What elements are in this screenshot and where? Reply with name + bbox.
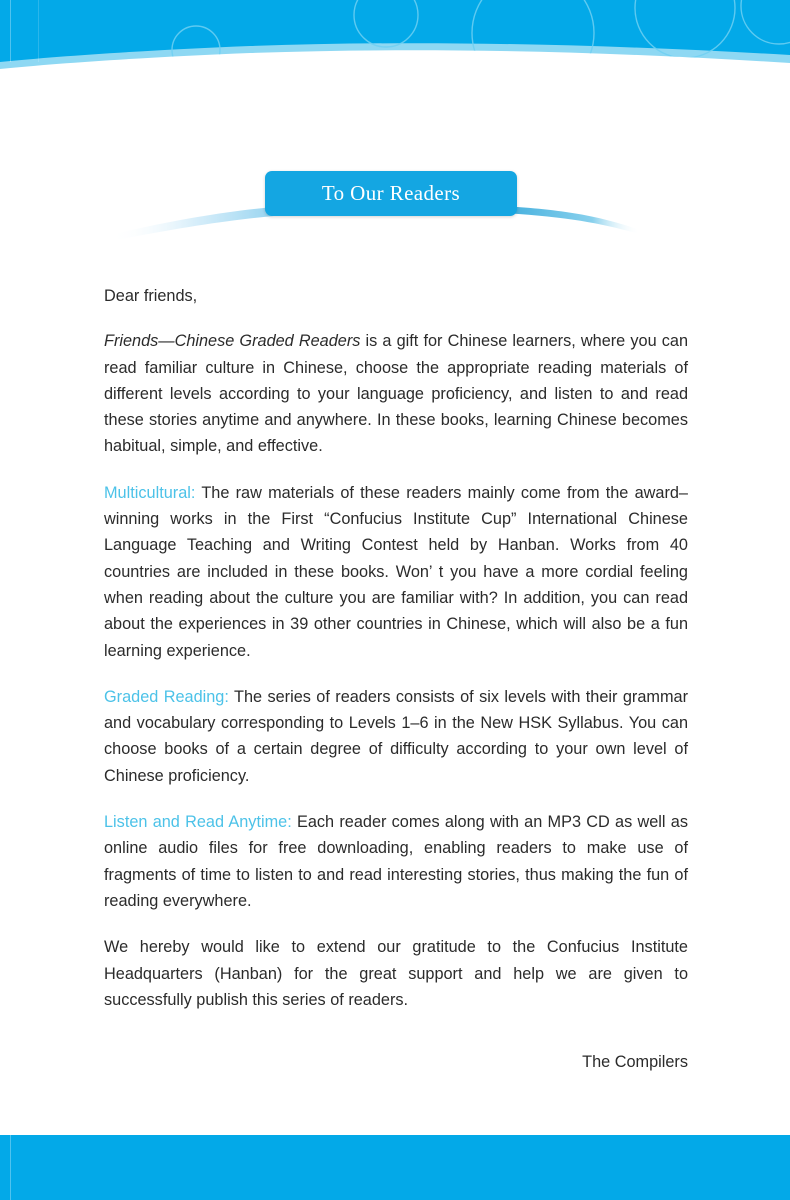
signature: The Compilers [582,1053,688,1072]
footer-banner [0,1135,790,1200]
header-banner [0,0,790,75]
page-title-box [265,171,517,216]
section-body-graded-reading: The series of readers consists of six levels with their grammar and vocabulary corresponding to Levels 1–6 in the New HSK Syllabus. You can choose books of a certain degree of difficulty according to your own level of Chinese proficiency. [104,687,688,785]
closing-paragraph: We hereby would like to extend our gratitude to the Confucius Institute Headquarters (Hanban) for the great support and help we are given to successfully publish this series of readers. [104,938,688,1009]
section-body-listen-and-read: Each reader comes along with an MP3 CD as well as online audio files for free downloading, enabling readers to make use of fragments of time to listen to and read interesting stories, thus making the fun of reading everywhere. [104,813,688,910]
section-heading-multicultural: Multicultural: [104,483,196,502]
salutation: Dear friends, [104,287,198,305]
series-title: Friends—Chinese Graded Readers [104,332,361,351]
section-listen-and-read [104,809,688,914]
header-vertical-rule [38,0,39,62]
section-body-multicultural: The raw materials of these readers mainly come from the award–winning works in the First “Confucius Institute Cup” International Chinese Language Teaching and Writing Contest held by Hanban. Works from 40 countries are included in these books. Won’ t you have a more cordial feeling when reading about the culture you are familiar with? In addition, you can read about the experiences in 39 other countries in Chinese, which will also be a fun learning experience. [104,483,688,660]
intro-paragraph [104,328,688,459]
footer-vertical-rule [10,1135,11,1200]
section-heading-listen-and-read: Listen and Read Anytime: [104,813,292,832]
header-vertical-rule [10,0,11,62]
header-graphic [0,0,790,75]
section-graded-reading [104,684,688,789]
section-heading-graded-reading: Graded Reading: [104,687,229,706]
page-title: To Our Readers [321,181,461,205]
intro-text: is a gift for Chinese learners, where you can read familiar culture in Chinese, choose the appropriate reading materials of different levels according to your language proficiency, and listen to and read these stories anytime and anywhere. In these books, learning Chinese becomes habitual, simple, and effective. [104,332,688,456]
section-multicultural [104,480,688,664]
title-area [0,150,790,260]
letter-body [104,283,688,1075]
